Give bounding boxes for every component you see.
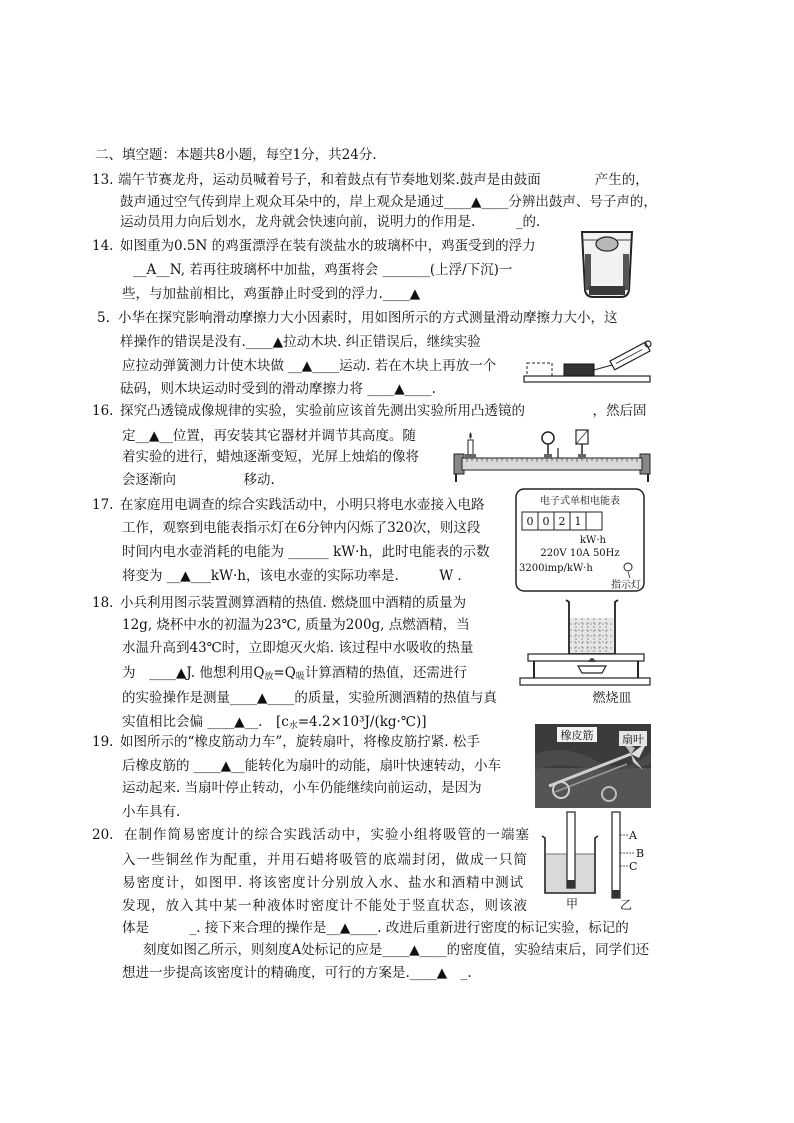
- q18-line-6-part-b: =4.2×10³J/(kg·℃)]: [297, 714, 427, 730]
- q13-line-1: 端午节赛龙舟，运动员喊着号子，和着鼓点有节奏地划桨.鼓声是由鼓面 产生的，: [118, 172, 649, 188]
- q16-line-3: 着实验的进行，蜡烛逐渐变短，光屏上烛焰的像将: [122, 449, 419, 465]
- q15-number: 5.: [97, 310, 110, 326]
- q16-line-1: 探究凸透镜成像规律的实验，实验前应该首先测出实验所用凸透镜的 ，然后固: [120, 403, 647, 419]
- q16-number: 16.: [92, 403, 114, 419]
- q18-line-5: 的实验操作是测量____▲____的质量，实验所测酒精的热值与真: [122, 690, 497, 706]
- q20-line-7: 想进一步提高该密度计的精确度，可行的方案是.____▲ _.: [122, 965, 472, 981]
- q13-number: 13.: [92, 172, 114, 188]
- q19-line-3: 运动起来. 当扇叶停止转动，小车仍能继续向前运动，是因为: [122, 780, 482, 796]
- q20-line-6: 刻度如图乙所示，则刻度A处标记的应是____▲____的密度值，实验结束后，同学们还: [143, 942, 650, 958]
- q17-line-4: 将变为 __▲___kW·h，该电水壶的实际功率是. W .: [122, 568, 462, 584]
- meter-digit-1: 0: [526, 515, 534, 528]
- label-yi: 乙: [619, 898, 633, 912]
- q17-line-3: 时间内电水壶消耗的电能为 ______ kW·h，此时电能表的示数: [122, 544, 490, 560]
- q15-line-4: 砝码，则木块运动时受到的滑动摩擦力将 ____▲____.: [120, 381, 436, 397]
- fan-label: 扇叶: [622, 733, 644, 746]
- q14-line-3: 些，与加盐前相比，鸡蛋静止时受到的浮力.____▲: [122, 286, 421, 302]
- meter-title: 电子式单相电能表: [540, 496, 620, 507]
- candle-icon: [465, 432, 476, 458]
- q16-line-4: 会逐渐向 移动.: [122, 472, 275, 488]
- spring-scale: [610, 342, 650, 370]
- egg-icon: [596, 237, 618, 251]
- q-xi-subscript: 吸: [295, 672, 305, 682]
- q14-line-1: 如图重为0.5N 的鸡蛋漂浮在装有淡盐水的玻璃杯中，鸡蛋受到的浮力: [120, 238, 536, 254]
- q20-line-4: 发现，放入其中某一种液体时密度计不能处于竖直状态，则该液: [122, 898, 528, 914]
- mark-a: A: [629, 829, 637, 842]
- q17-line-1: 在家庭用电调查的综合实践活动中，小明只将电水壶接入电路: [120, 497, 485, 513]
- q17-number: 17.: [92, 497, 114, 513]
- mark-b: B: [636, 847, 645, 860]
- q16-line-2: 定__▲__位置，再安装其它器材并调节其高度。随: [122, 428, 416, 444]
- meter-digit-3: 2: [558, 515, 566, 528]
- q18-line-4-part-b: =Q: [273, 665, 296, 681]
- q19-line-2: 后橡皮筋的 ____▲__能转化为扇叶的动能，扇叶快速转动，小车: [122, 758, 502, 774]
- meter-constant: 3200imp/kW·h: [519, 563, 593, 574]
- q18-line-2: 12g, 烧杯中水的初温为23℃, 质量为200g, 点燃酒精，当: [122, 617, 470, 633]
- q20-line-2: 入一些铜丝作为配重，并用石蜡将吸管的底端封闭，做成一只简: [122, 852, 528, 868]
- q18-line-4: [122, 664, 467, 682]
- rubber-band-car-photo: [535, 724, 651, 808]
- lens-icon: [542, 432, 554, 458]
- wood-block: [564, 364, 594, 376]
- optical-bench-figure: [452, 428, 652, 488]
- label-jia: 甲: [565, 897, 579, 911]
- q14-number: 14.: [92, 238, 114, 254]
- screen-icon: [576, 430, 588, 458]
- q19-number: 19.: [92, 734, 114, 750]
- q13-line-3: 运动员用力向后划水，龙舟就会快速向前，说明力的作用是. _的.: [120, 214, 541, 230]
- q19-line-4: 小车具有.: [122, 804, 181, 820]
- q20-number: 20.: [92, 827, 114, 843]
- straw-yi: [612, 812, 620, 898]
- q18-line-6: [122, 713, 426, 731]
- q15-line-1: 小华在探究影响滑动摩擦力大小因素时，用如图所示的方式测量滑动摩擦力大小，这: [118, 310, 618, 326]
- friction-figure: [522, 336, 652, 388]
- meter-digit-4: 1: [574, 515, 582, 528]
- q20-line-1: 在制作简易密度计的综合实践活动中，实验小组将吸管的一端塞: [124, 827, 530, 843]
- q14-line-2: __A__N, 若再往玻璃杯中加盐，鸡蛋将会 _______(上浮/下沉)一: [133, 262, 513, 278]
- q15-line-2: 样操作的错误是没有.____▲拉动木块. 纠正错误后，继续实验: [120, 334, 481, 350]
- c-water-subscript: 水: [288, 721, 298, 731]
- q18-number: 18.: [92, 595, 114, 611]
- section-header: 二、填空题：本题共8小题，每空1分，共24分.: [95, 147, 377, 163]
- q-fang-subscript: 放: [264, 672, 274, 682]
- q18-line-4-part-a: 为 ____▲J. 他想利用Q: [122, 665, 265, 681]
- q17-line-2: 工作，观察到电能表指示灯在6分钟内闪烁了320次，则这段: [122, 520, 481, 536]
- burner-label: 燃烧皿: [592, 691, 632, 706]
- meter-digit-2: 0: [542, 515, 550, 528]
- q18-line-6-part-a: 实值相比会偏 ____▲__. [c: [122, 714, 289, 730]
- straw-jia: [567, 812, 575, 888]
- q18-line-1: 小兵利用图示装置测算酒精的热值. 燃烧皿中酒精的质量为: [120, 595, 467, 611]
- q18-line-4-part-c: 计算酒精的热值，还需进行: [304, 665, 467, 681]
- meter-unit: kW·h: [580, 535, 606, 546]
- q15-line-3: 应拉动弹簧测力计使木块做 __▲____运动. 若在木块上再放一个: [122, 358, 497, 374]
- q20-line-3: 易密度计，如图甲. 将该密度计分别放入水、盐水和酒精中测试: [122, 875, 525, 891]
- rubber-band-label: 橡皮筋: [560, 729, 594, 742]
- q18-line-3: 水温升高到43℃时，立即熄灭火焰. 该过程中水吸收的热量: [122, 640, 474, 656]
- meter-rating: 220V 10A 50Hz: [540, 548, 620, 559]
- burner-figure: [520, 596, 652, 706]
- q13-line-2: 鼓声通过空气传到岸上观众耳朵中的，岸上观众是通过____▲____分辨出鼓声、号子声的，: [120, 194, 657, 210]
- burner-dish: [578, 666, 606, 673]
- q20-line-5: 体是 _. 接下来合理的操作是__▲____. 改进后重新进行密度的标记实验，标记的: [122, 920, 629, 936]
- meter-indicator-label: 指示灯: [611, 580, 641, 591]
- energy-meter-figure: [514, 487, 648, 595]
- mark-c: C: [629, 860, 638, 873]
- densimeter-figure: [538, 808, 654, 912]
- egg-glass-figure: [576, 228, 638, 300]
- q19-line-1: 如图所示的“橡皮筋动力车”，旋转扇叶，将橡皮筋拧紧. 松手: [120, 734, 480, 750]
